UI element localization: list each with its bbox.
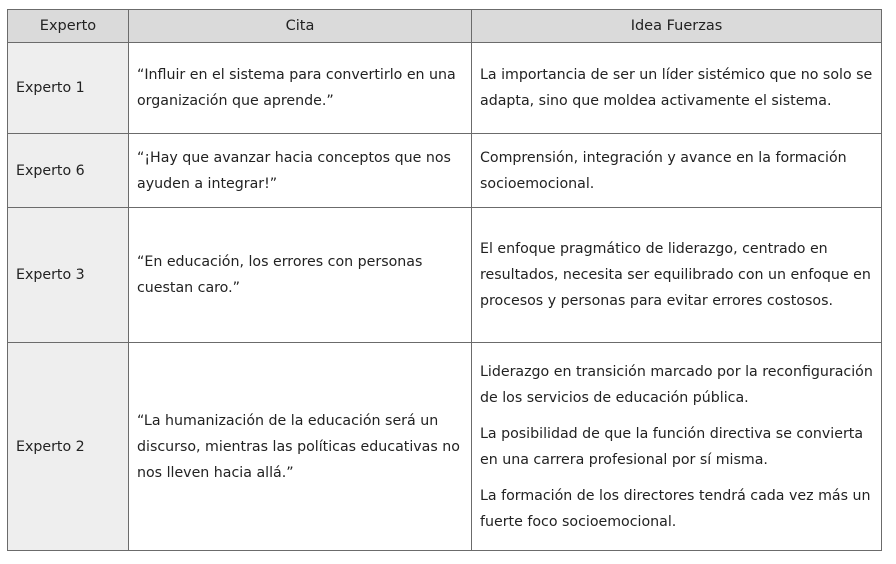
table-row: [8, 134, 882, 208]
idea-text: El enfoque pragmático de liderazgo, centrado en resultados, necesita ser equilibrado con un enfoque en procesos y personas para evitar errores costosos.: [480, 241, 871, 309]
expert-cell: Experto 6: [8, 134, 129, 208]
ideas-cell: [472, 43, 882, 134]
ideas-cell: [472, 134, 882, 208]
ideas-cell: [472, 343, 882, 551]
idea-text: La formación de los directores tendrá cada vez más un fuerte foco socioemocional.: [480, 487, 871, 530]
expert-cell: Experto 1: [8, 43, 129, 134]
quote-cell: “¡Hay que avanzar hacia conceptos que nos ayuden a integrar!”: [129, 134, 472, 208]
table-row: [8, 208, 882, 343]
idea-text: La posibilidad de que la función directiva se convierta en una carrera profesional por sí misma.: [480, 425, 864, 468]
idea-text: La importancia de ser un líder sistémico que no solo se adapta, sino que moldea activamente el sistema.: [480, 67, 873, 109]
quote-cell: “Influir en el sistema para convertirlo en una organización que aprende.”: [129, 43, 472, 134]
quote-cell: “La humanización de la educación será un discurso, mientras las políticas educativas no nos lleven hacia allá.”: [129, 343, 472, 551]
idea-text: Liderazgo en transición marcado por la reconfiguración de los servicios de educación pública.: [480, 363, 873, 406]
quote-cell: “En educación, los errores con personas cuestan caro.”: [129, 208, 472, 343]
header-expert: Experto: [8, 10, 129, 43]
experts-table: [7, 9, 882, 551]
header-quote: Cita: [129, 10, 472, 43]
table-row: [8, 43, 882, 134]
ideas-cell: [472, 208, 882, 343]
table-row: [8, 343, 882, 551]
expert-cell: Experto 3: [8, 208, 129, 343]
header-row: [8, 10, 882, 43]
expert-cell: Experto 2: [8, 343, 129, 551]
idea-text: Comprensión, integración y avance en la formación socioemocional.: [480, 149, 847, 192]
header-ideas: Idea Fuerzas: [472, 10, 882, 43]
